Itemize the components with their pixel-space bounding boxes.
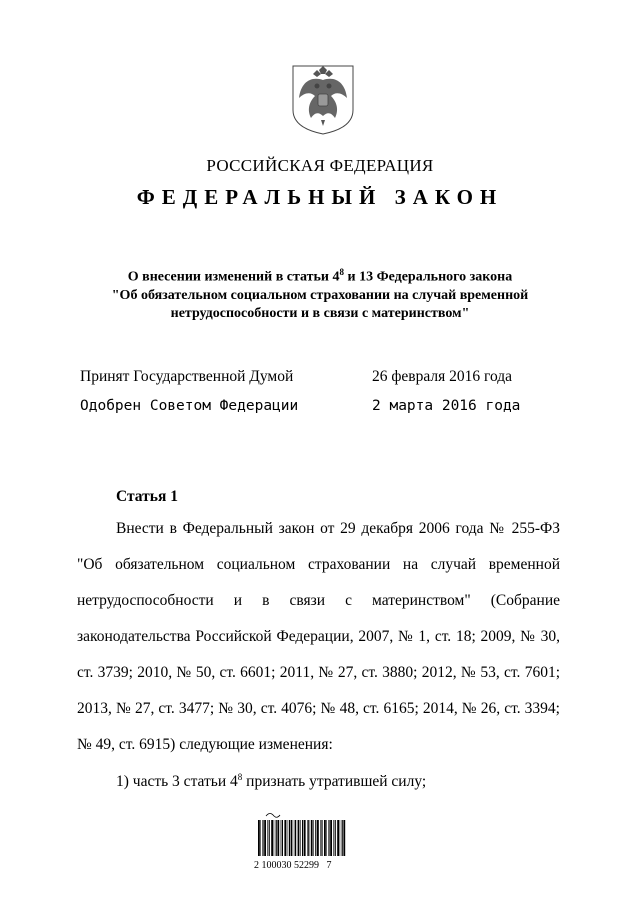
item1-text-end: признать утратившей силу;	[242, 773, 427, 791]
article-item-1	[116, 772, 599, 791]
article-text-line: законодательства Российской Федерации, 2007, № 1, ст. 18; 2009, № 30,	[77, 628, 560, 645]
law-title-line1: О внесении изменений в статьи 4	[127, 269, 340, 285]
law-title-line3: нетрудоспособности и в связи с материнством"	[170, 305, 470, 321]
article-text-line: ст. 3739; 2010, № 50, ст. 6601; 2011, № 27, ст. 3880; 2012, № 53, ст. 7601;	[77, 664, 560, 681]
country-name: РОССИЙСКАЯ ФЕДЕРАЦИЯ	[206, 156, 434, 175]
article-text-line: 2013, № 27, ст. 3477; № 30, ст. 4076; № 48, ст. 6165; 2014, № 26, ст. 3394;	[77, 700, 560, 717]
article-heading: Статья 1	[116, 488, 178, 505]
law-title-line1-end: и 13 Федерального закона	[344, 269, 513, 285]
document-type: ФЕДЕРАЛЬНЫЙ ЗАКОН	[136, 185, 504, 209]
approved-label: Одобрен Советом Федерации	[80, 398, 299, 414]
item1-text: 1) часть 3 статьи 4	[116, 773, 238, 791]
article-text-line: "Об обязательном социальном страховании на случай временной	[77, 556, 560, 573]
adopted-label: Принят Государственной Думой	[80, 368, 294, 385]
coat-of-arms-emblem	[291, 64, 355, 136]
law-title-superscript: 8	[339, 267, 344, 277]
adopted-date: 26 февраля 2016 года	[372, 368, 513, 385]
approved-date: 2 марта 2016 года	[372, 398, 521, 414]
article-text-line: Внести в Федеральный закон от 29 декабря 2006 года № 255-ФЗ	[116, 520, 560, 537]
article-text-line: № 49, ст. 6915) следующие изменения:	[77, 736, 333, 753]
law-title-line2: "Об обязательном социальном страховании на случай временной	[111, 287, 529, 303]
article-text-line: нетрудоспособности и в связи с материнством" (Собрание	[77, 592, 560, 609]
item1-superscript: 8	[237, 772, 243, 782]
barcode-number: 2 100030 52299 7	[254, 860, 332, 871]
barcode-image	[256, 810, 346, 858]
law-title	[60, 263, 580, 323]
